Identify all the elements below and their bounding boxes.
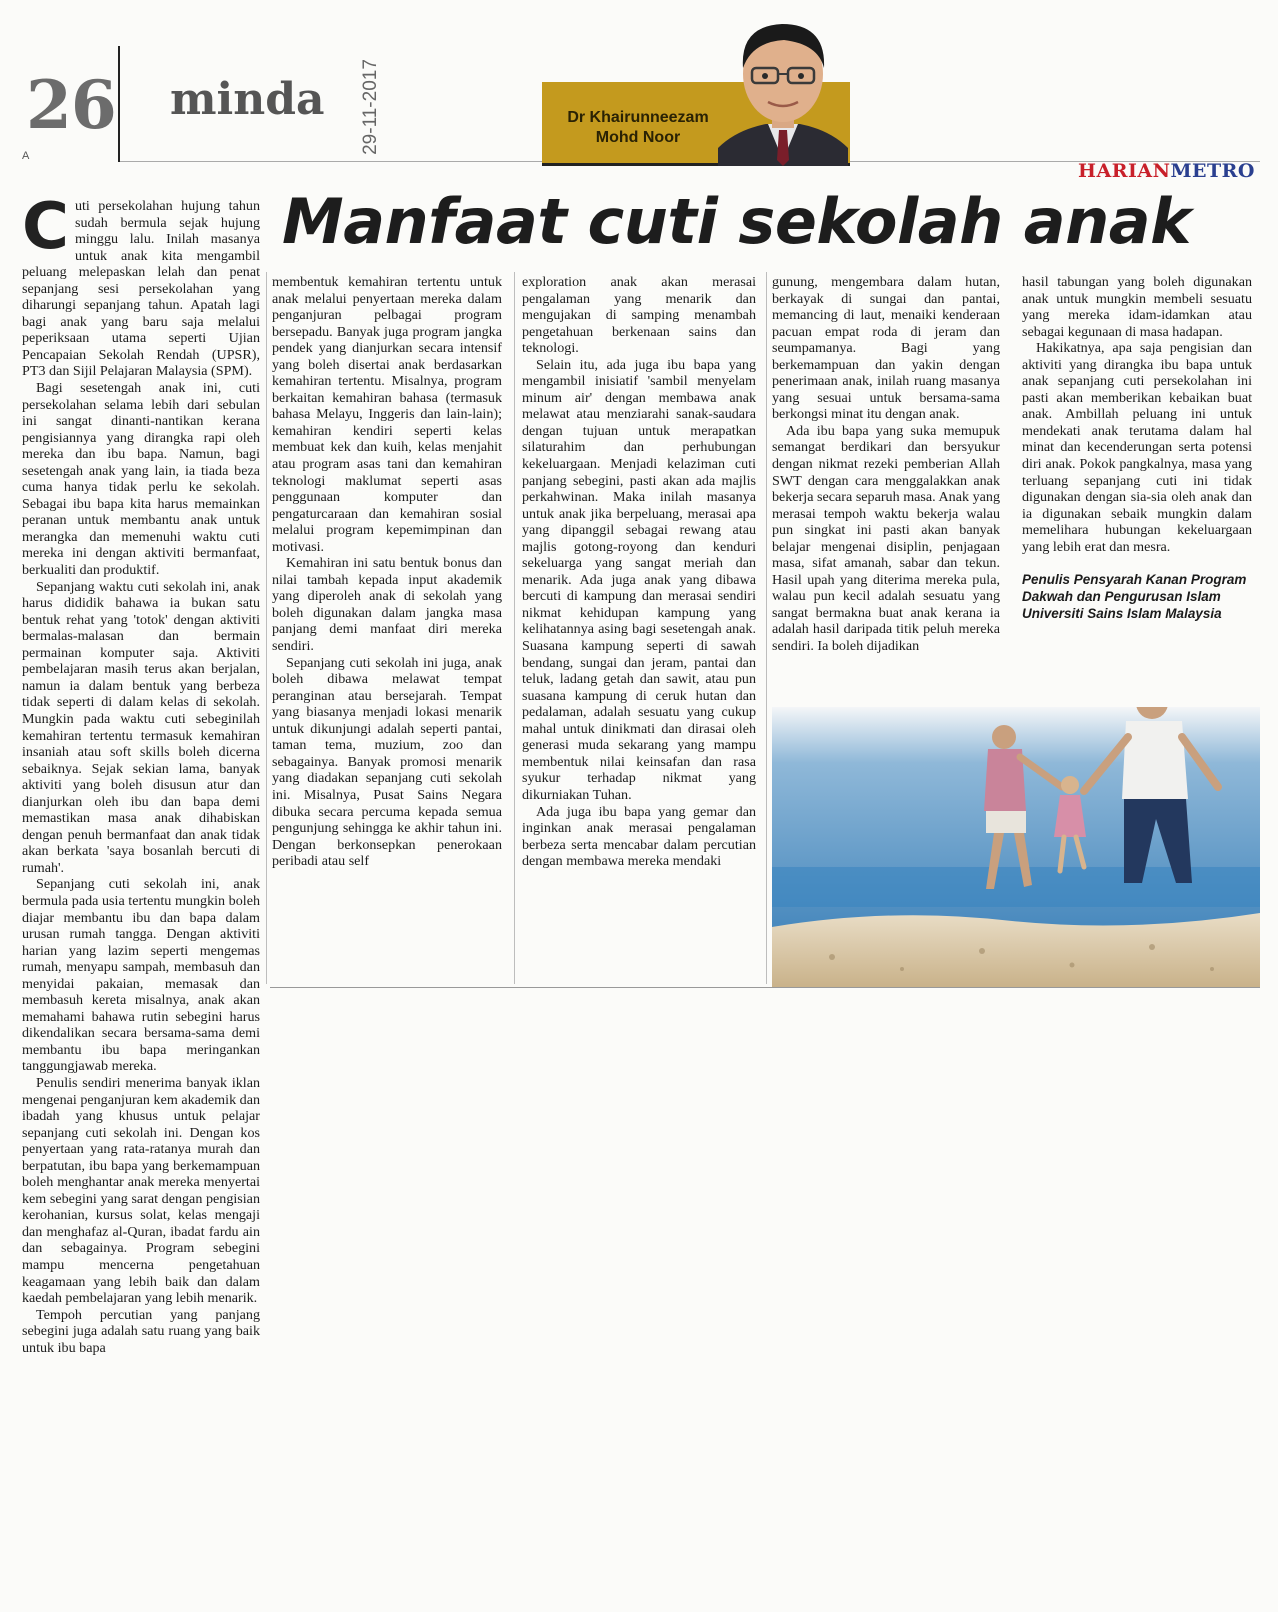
article-bottom-rule bbox=[270, 987, 1260, 988]
paragraph: Bagi sesetengah anak ini, cuti persekolahan selama lebih dari sebulan ini sangat dinanti-nantikan kerana pengisiannya yang dirangka rapi oleh mereka dan ibu bapa. Namun, bagi sesetengah anak yang lain, ia tiada beza cuma hanya tidak perlu ke sekolah. Sebagai ibu bapa kita harus memainkan peranan untuk membantu anak untuk merangka dan memenuhi waktu cuti mereka ini dengan aktiviti bermanfaat, berkualiti dan produktif. bbox=[22, 380, 260, 579]
paragraph: membentuk kemahiran tertentu untuk anak melalui penyertaan mereka dalam penganjuran pelbagai program bersepadu. Banyak juga program jangka pendek yang dianjurkan secara intensif yang boleh disertai anak berdasarkan kemahiran tertentu. Misalnya, program berkaitan kemahiran bahasa (termasuk bahasa Melayu, Inggeris dan lain-lain); kemahiran kendiri seperti kelas membuat kek dan kuih, kelas menjahit atau program asas tani dan kemahiran teknologi maklumat seperti asas penggunaan komputer dan pengaturcaraan dan kemahiran sosial melalui program kepemimpinan dan motivasi. bbox=[272, 274, 502, 555]
section-name: minda bbox=[170, 74, 325, 125]
column-divider bbox=[766, 272, 767, 984]
column-divider bbox=[514, 272, 515, 984]
paragraph: Penulis sendiri menerima banyak iklan mengenai penganjuran kem akademik dan ibadah yang khusus untuk pelajar sepanjang cuti sekolah ini. Dengan kos penyertaan yang rata-ratanya murah dan berpatutan, ibu bapa yang berkemampuan boleh menghantar anak mereka menyertai kem sebegini yang sarat dengan pengisian kerohanian, kursus solat, kelas mengaji dan menghafaz al-Quran, ibadat fardu ain dan sebagainya. Program sebegini mampu mencerna pengetahuan keagamaan yang lebih baik dan dalam kaedah pembelajaran yang lebih menarik. bbox=[22, 1074, 260, 1307]
family-on-beach-photo-icon bbox=[772, 707, 1260, 987]
masthead-logo bbox=[1078, 160, 1255, 182]
article-headline: Manfaat cuti sekolah anak bbox=[282, 185, 1191, 258]
page-number: 26 bbox=[26, 66, 116, 144]
masthead-metro: METRO bbox=[1170, 160, 1255, 182]
article-column-4 bbox=[772, 274, 1000, 655]
article-column-2 bbox=[272, 274, 502, 870]
paragraph: Ada juga ibu bapa yang gemar dan inginkan anak merasai pengalaman berbeza serta mencabar dalam percutian dengan membawa mereka mendaki bbox=[522, 803, 756, 870]
author-name bbox=[554, 108, 722, 148]
column-divider bbox=[266, 272, 267, 984]
paragraph: Tempoh percutian yang panjang sebegini juga adalah satu ruang yang baik untuk ibu bapa bbox=[22, 1306, 260, 1356]
masthead-harian: HARIAN bbox=[1078, 160, 1171, 182]
author-name-line1: Dr Khairunneezam bbox=[567, 109, 709, 126]
paragraph: Sepanjang waktu cuti sekolah ini, anak harus dididik bahawa ia bukan satu bentuk rehat yang 'totok' dengan aktiviti bermalas-malasan dan bermain permainan komputer saja. Aktiviti pembelajaran masih terus akan berjalan, namun ia dalam bentuk yang berbeza tidak seperti di dalam kelas di sekolah. Mungkin pada waktu cuti sebeginilah kemahiran tertentu termasuk kemahiran insaniah atau soft skills boleh dicerna sebaiknya. Sejak sekian lama, banyak aktiviti yang boleh disusun atur dan dianjurkan oleh ibu dan bapa demi memastikan masa anak dihabiskan dengan penuh bermanfaat dan anak tidak akan berkata 'saya bosanlah bercuti di rumah'. bbox=[22, 578, 260, 876]
author-name-line2: Mohd Noor bbox=[595, 129, 681, 146]
article-column-3 bbox=[522, 274, 756, 870]
paragraph: exploration anak akan merasai pengalaman yang menarik dan mengujakan di samping menambah pengetahuan berkenaan sains dan teknologi. bbox=[522, 274, 756, 357]
issue-date-text: 29-11-2017 bbox=[360, 59, 381, 155]
paragraph bbox=[22, 190, 260, 380]
paragraph-text: uti persekolahan hujung tahun sudah bermula sejak hujung minggu lalu. Inilah masanya untuk anak kita mengambil peluang melepaskan lelah dan penat sepanjang sesi persekolahan yang diharungi sepanjang tahun. Apatah lagi bagi anak yang baru saja melalui peperiksaan utama seperti Ujian Pencapaian Sekolah Rendah (UPSR), PT3 dan Sijil Pelajaran Malaysia (SPM). bbox=[22, 198, 260, 380]
drop-cap: C bbox=[22, 190, 69, 264]
paragraph: Sepanjang cuti sekolah ini, anak bermula pada usia tertentu mungkin boleh diajar membantu ibu dan bapa dalam urusan rumah tangga. Dengan aktiviti harian yang lazim seperti mengemas rumah, menyapu sampah, membasuh dan menyidai pakaian, memasak dan membasuh kereta misalnya, anak akan memahami bahawa rutin sebegini harus dikendalikan secara bersama-sama demi membantu ibu bapa meringankan tanggungjawab mereka. bbox=[22, 876, 260, 1075]
paragraph: Sepanjang cuti sekolah ini juga, anak boleh dibawa melawat tempat peranginan atau bersejarah. Tempat yang biasanya menjadi lokasi menarik untuk dikunjungi adalah seperti pantai, taman tema, muzium, zoo dan sebagainya. Banyak promosi menarik yang diadakan sepanjang cuti sekolah ini. Misalnya, Pusat Sains Negara dibuka secara percuma kepada semua pengunjung sehingga ke akhir tahun ini. Dengan berkonsepkan penerokaan peribadi atau self bbox=[272, 654, 502, 870]
paragraph: Hakikatnya, apa saja pengisian dan aktiviti yang dirangka ibu bapa untuk anak sepanjang cuti persekolahan ini pasti akan memberikan kebaikan buat anak. Ambillah peluang ini untuk mendekati anak terutama dalam hal minat dan kecenderungan serta potensi diri anak. Pokok pangkalnya, masa yang terluang sepanjang cuti ini tidak digunakan dengan sia-sia oleh anak dan ia digunakan sebaik mungkin dalam memelihara hubungan kekeluargaan yang lebih erat dan mesra. bbox=[1022, 340, 1252, 555]
article-column-1 bbox=[22, 190, 260, 1356]
paragraph: Kemahiran ini satu bentuk bonus dan nilai tambah kepada input akademik yang diperoleh anak di sekolah yang boleh digunakan dalam jangka masa panjang demi manfaat diri mereka sendiri. bbox=[272, 555, 502, 655]
issue-date bbox=[360, 52, 382, 162]
paragraph: gunung, mengembara dalam hutan, berkayak di sungai dan pantai, memancing di laut, menaiki kenderaan pacuan empat roda di jeram dan seumpamanya. Bagi yang berkemampuan dan yakin dengan penerimaan anak, inilah ruang masanya yang sesuai untuk bersama-sama berkongsi minat itu dengan anak. bbox=[772, 274, 1000, 423]
paragraph: Ada ibu bapa yang suka memupuk semangat berdikari dan bersyukur dengan nikmat rezeki pemberian Allah SWT dengan cara menggalakkan anak bekerja secara separuh masa. Anak yang merasai tempoh waktu bekerja walau pun singkat ini pasti akan banyak belajar mengenai disiplin, penjagaan masa, sifat amanah, sabar dan tekun. Hasil upah yang diterima mereka pula, walau pun kecil adalah sesuatu yang sangat bermakna buat anak kerana ia adalah hasil daripada titik peluh mereka sendiri. Ia boleh dijadikan bbox=[772, 422, 1000, 655]
edition-letter: A bbox=[22, 150, 30, 162]
author-portrait-icon bbox=[718, 10, 848, 166]
author-note: Penulis Pensyarah Kanan Program Dakwah dan Pengurusan Islam Universiti Sains Islam Malaysia bbox=[1022, 572, 1247, 622]
header-divider bbox=[118, 46, 120, 162]
paragraph: Selain itu, ada juga ibu bapa yang mengambil inisiatif 'sambil menyelam minum air' dengan membawa anak melawat atau menziarahi sanak-saudara dengan tujuan untuk merapatkan silaturahim dan perhubungan kekeluargaan. Menjadi kelaziman cuti panjang sebegini, pasti akan ada majlis perkahwinan. Maka inilah masanya untuk anak jika berpeluang, merasai apa yang dipanggil sebagai rewang atau majlis gotong-royong dan kenduri sekeluarga yang sangat meriah dan menarik. Ada juga anak yang dibawa bercuti di kampung dan merasai sendiri nikmat kehidupan kampung yang kelihatannya asing bagi sesetengah anak. Suasana kampung seperti di sawah bendang, sungai dan jeram, pantai dan teluk, ladang getah dan sawit, atau pun suasana kampung di ceruk hutan dan pedalaman, adalah sesuatu yang cukup mahal untuk dinikmati dan dirasai oleh generasi muda sekarang yang mampu membentuk nilai keinsafan dan rasa syukur terhadap nikmat yang dikurniakan Tuhan. bbox=[522, 356, 756, 803]
paragraph: hasil tabungan yang boleh digunakan anak untuk mungkin membeli sesuatu yang mereka idam-idamkan atau sebagai kegunaan di masa hadapan. bbox=[1022, 274, 1252, 340]
article-column-5 bbox=[1022, 274, 1252, 622]
